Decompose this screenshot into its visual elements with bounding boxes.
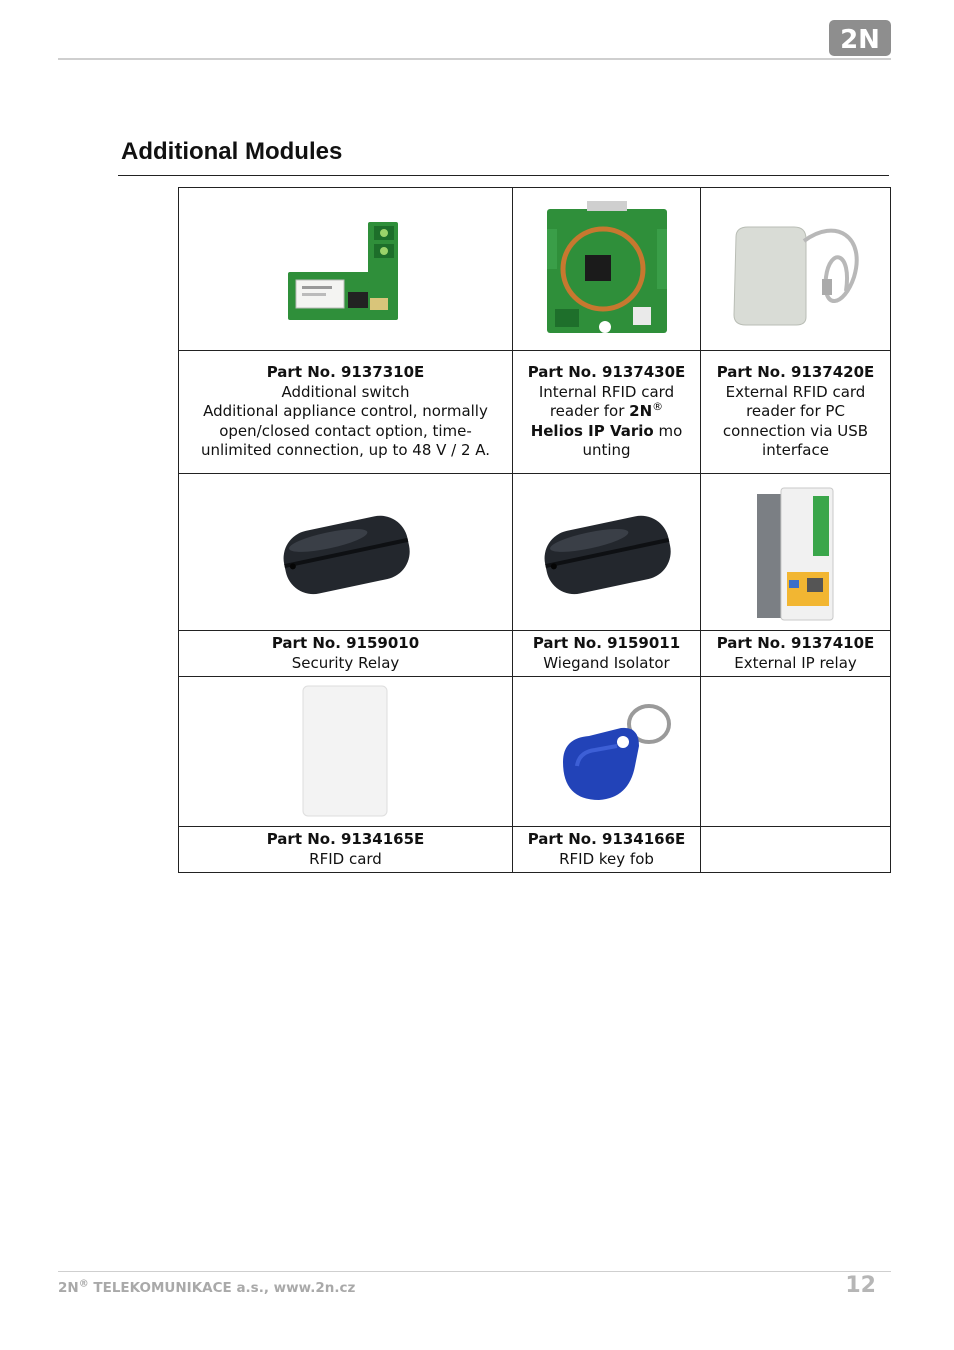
modules-table	[178, 187, 891, 873]
registered-mark: ®	[652, 400, 664, 414]
module-description-line	[518, 402, 695, 422]
table-row	[179, 631, 891, 677]
din-rail-relay-image	[751, 480, 841, 625]
product-name: Helios IP Vario	[530, 421, 654, 440]
black-box-image	[271, 497, 421, 607]
empty-cell	[701, 677, 891, 827]
image-cell	[513, 188, 701, 351]
module-cell-9137430E	[513, 351, 701, 474]
module-cell-9134166E	[513, 827, 701, 873]
section-title: Additional Modules	[121, 138, 343, 165]
usb-rfid-reader-image	[726, 207, 866, 332]
module-description-line	[518, 422, 695, 442]
2n-logo	[828, 19, 892, 57]
header-rule	[58, 58, 891, 60]
table-row	[179, 474, 891, 631]
module-description: Wiegand Isolator	[543, 653, 670, 672]
module-description: RFID card	[309, 849, 382, 868]
image-cell	[179, 474, 513, 631]
page-number: 12	[845, 1273, 876, 1298]
module-description: External RFID card reader for PC connection via USB interface	[722, 382, 869, 460]
description-text: reader for	[549, 402, 630, 421]
part-number: Part No. 9159010	[271, 634, 420, 652]
part-number: Part No. 9137410E	[716, 634, 875, 652]
relay-board-image	[286, 214, 406, 324]
footer-brand: 2N	[58, 1280, 79, 1296]
part-number: Part No. 9134165E	[266, 830, 425, 848]
image-cell	[701, 474, 891, 631]
module-cell-9137410E	[701, 631, 891, 677]
module-cell-9137420E	[701, 351, 891, 474]
module-description: Security Relay	[291, 653, 400, 672]
image-cell	[179, 677, 513, 827]
module-cell-9159010	[179, 631, 513, 677]
module-description: RFID key fob	[559, 849, 654, 868]
footer-company	[58, 1280, 355, 1296]
empty-cell	[701, 827, 891, 873]
table-row	[179, 351, 891, 474]
description-text: mo	[653, 421, 683, 440]
image-cell	[513, 474, 701, 631]
module-description: Additional appliance control, normally open/closed contact option, time-unlimited connection, up to 48 V / 2 A.	[200, 402, 491, 460]
logo-text: 2N	[840, 25, 880, 55]
module-description: External IP relay	[734, 653, 857, 672]
table-row	[179, 677, 891, 827]
part-number: Part No. 9137310E	[266, 363, 425, 382]
key-fob-image	[537, 696, 677, 808]
part-number: Part No. 9134166E	[527, 830, 686, 848]
footer-company-text: TELEKOMUNIKACE a.s., www.2n.cz	[88, 1280, 356, 1296]
brand-name: 2N	[629, 402, 653, 421]
image-cell	[179, 188, 513, 351]
module-description-line: unting	[582, 441, 631, 460]
module-cell-9134165E	[179, 827, 513, 873]
footer-registered-mark: ®	[78, 1278, 89, 1290]
footer-rule	[58, 1271, 891, 1272]
image-cell	[513, 677, 701, 827]
table-row	[179, 188, 891, 351]
part-number: Part No. 9137420E	[716, 363, 875, 382]
module-name: Additional switch	[281, 382, 410, 401]
module-cell-9137310E	[179, 351, 513, 474]
module-cell-9159011	[513, 631, 701, 677]
title-rule	[118, 175, 889, 176]
image-cell	[701, 188, 891, 351]
part-number: Part No. 9137430E	[527, 363, 686, 382]
rfid-board-image	[541, 199, 673, 339]
black-box-image	[532, 497, 682, 607]
white-card-image	[301, 684, 391, 820]
table-row	[179, 827, 891, 873]
module-description-line: Internal RFID card	[538, 382, 675, 401]
part-number: Part No. 9159011	[532, 634, 681, 652]
